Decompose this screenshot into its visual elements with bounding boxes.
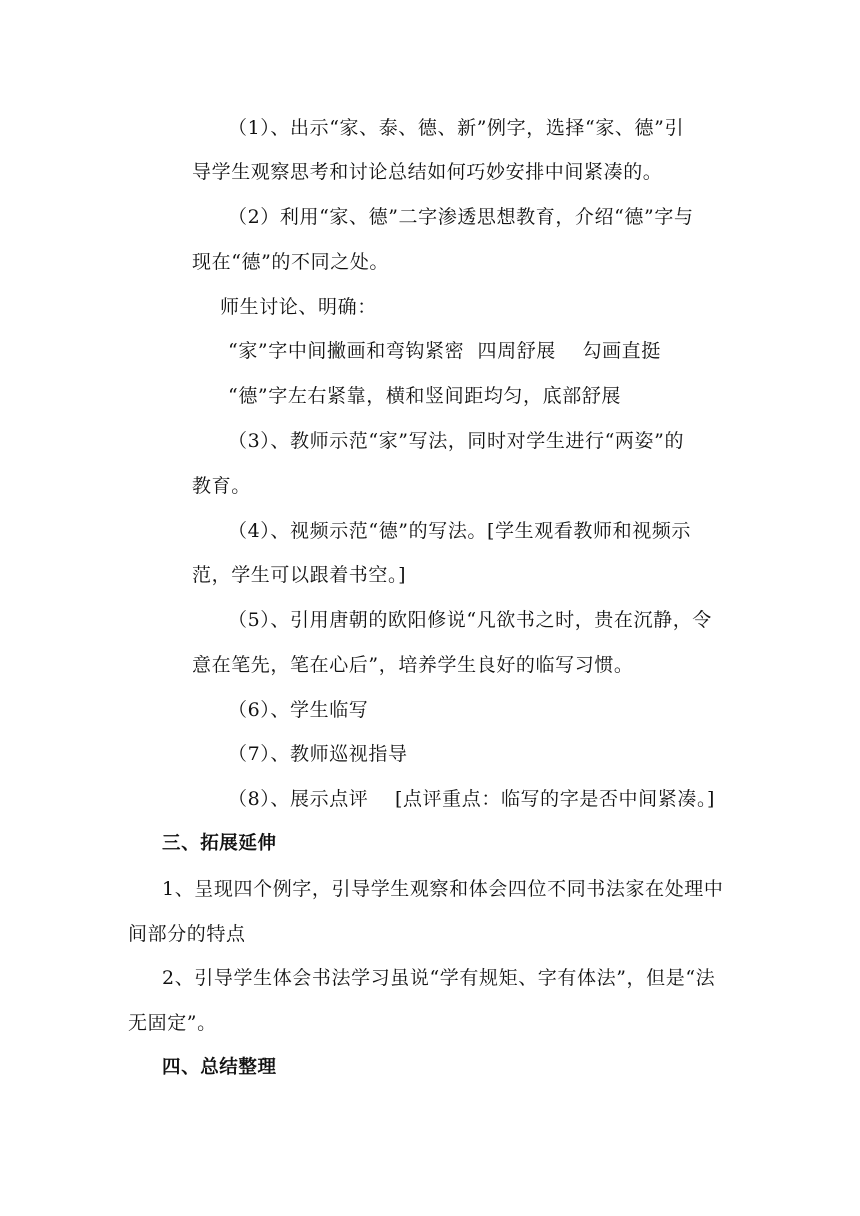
text-line: （8）、展示点评 [点评重点：临写的字是否中间紧凑。] bbox=[228, 788, 716, 810]
text-line: 无固定”。 bbox=[128, 1012, 217, 1034]
text-line: 师生讨论、明确： bbox=[220, 296, 377, 318]
text-line: （5）、引用唐朝的欧阳修说“凡欲书之时，贵在沉静，令 bbox=[228, 609, 712, 631]
text-line: （2）利用“家、德”二字渗透思想教育，介绍“德”字与 bbox=[228, 206, 694, 228]
text-line: （1）、出示“家、泰、德、新”例字，选择“家、德”引 bbox=[228, 117, 685, 139]
text-line: （3）、教师示范“家”写法，同时对学生进行“两姿”的 bbox=[228, 430, 685, 452]
text-line: 1、呈现四个例字，引导学生观察和体会四位不同书法家在处理中 bbox=[162, 878, 724, 900]
text-line: 意在笔先，笔在心后”，培养学生良好的临写习惯。 bbox=[192, 654, 634, 676]
text-line: 2、引导学生体会书法学习虽说“学有规矩、字有体法”，但是“法 bbox=[162, 967, 716, 989]
section-heading: 三、拓展延伸 bbox=[162, 833, 277, 854]
text-line: （7）、教师巡视指导 bbox=[228, 743, 408, 765]
text-line: 现在“德”的不同之处。 bbox=[192, 251, 390, 273]
text-line: “德”字左右紧靠，横和竖间距均匀，底部舒展 bbox=[228, 385, 622, 407]
text-line: “家”字中间撇画和弯钩紧密 四周舒展 勾画直挺 bbox=[228, 340, 661, 362]
text-line: （4）、视频示范“德”的写法。[学生观看教师和视频示 bbox=[228, 520, 692, 542]
text-line: 导学生观察思考和讨论总结如何巧妙安排中间紧凑的。 bbox=[192, 161, 663, 183]
text-line: （6）、学生临写 bbox=[228, 699, 369, 721]
text-line: 范，学生可以跟着书空。] bbox=[192, 564, 407, 586]
text-line: 间部分的特点 bbox=[128, 923, 246, 945]
text-line: 教育。 bbox=[192, 475, 251, 497]
section-heading: 四、总结整理 bbox=[162, 1057, 277, 1078]
